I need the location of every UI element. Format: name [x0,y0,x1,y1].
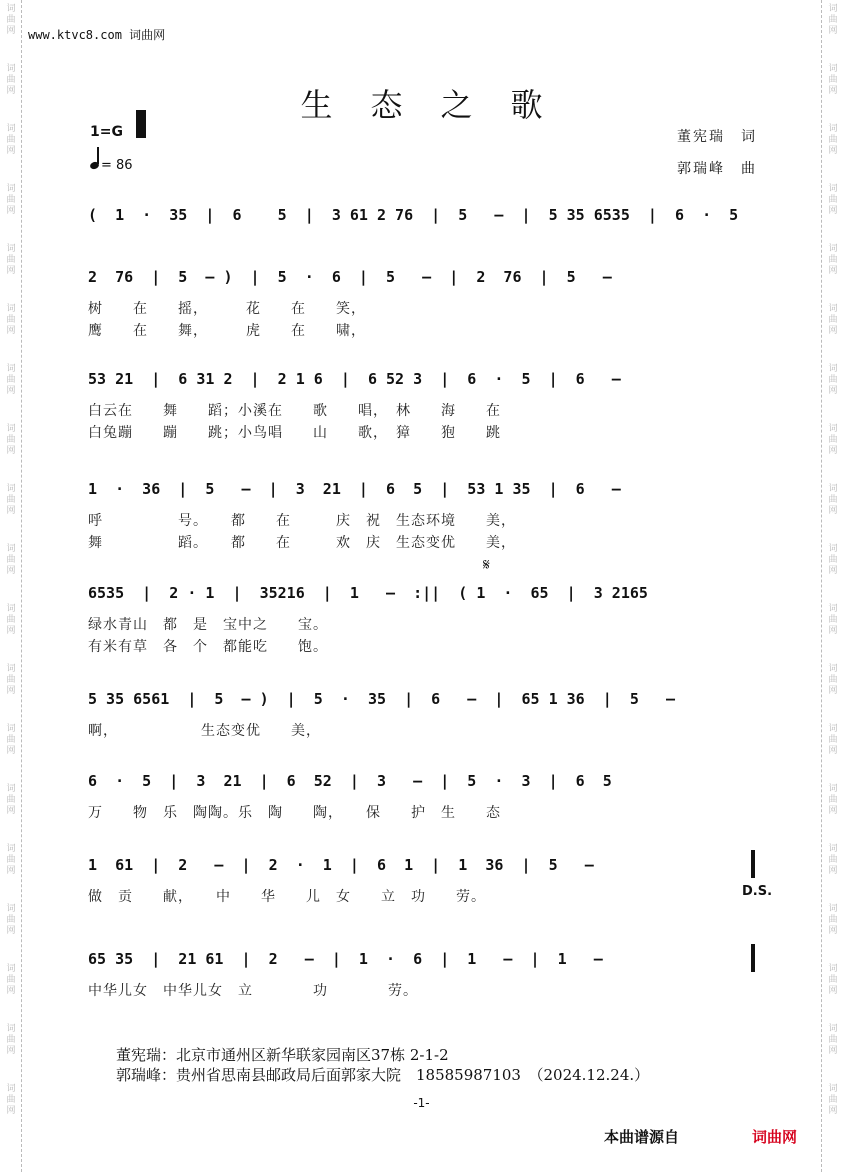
lyric-line: 白兔蹦 蹦 跳；小鸟唱 山 歌， 獐 狍 跳 [88,425,501,441]
notation: 2 76 | 5 – ) | 5 · 6 | 5 – | 2 76 | 5 – [88,268,612,286]
score-line [88,206,758,232]
watermark-mark: 词 曲 网 [6,364,16,396]
watermark-mark: 词 曲 网 [6,424,16,456]
watermark-mark: 词 曲 网 [828,364,838,396]
watermark-mark: 词 曲 网 [6,304,16,336]
page-number: -1- [413,1096,430,1110]
score-line [88,856,758,882]
watermark-mark: 词 曲 网 [828,664,838,696]
watermark-mark: 词 曲 网 [828,124,838,156]
watermark-mark: 词 曲 网 [6,664,16,696]
score-line [88,772,758,798]
watermark-mark: 词 曲 网 [6,544,16,576]
lyric-line: 中华儿女 中华儿女 立 功 劳。 [88,983,418,999]
lyric-line: 万 物 乐 陶陶。乐 陶 陶， 保 护 生 态 [88,805,501,821]
watermark-mark: 词 曲 网 [828,424,838,456]
watermark-mark: 词 曲 网 [6,724,16,756]
final-barline [751,944,755,972]
lyric-line: 鹰 在 舞， 虎 在 啸， [88,323,366,339]
lyric-line: 呼 号。 都 在 庆 祝 生态环境 美， [88,513,516,529]
notation: ( 1 · 35 | 6 5 | 3 61 2 76 | 5 – | 5 35 6535 | 6 · 5 [88,206,739,224]
notation: 6535 | 2 · 1 | 35216 | 1 – :|| ( 1 · 65 | 3 2165 [88,584,648,602]
lyric-line: 舞 蹈。 都 在 欢 庆 生态变优 美， [88,535,516,551]
watermark-mark: 词 曲 网 [828,184,838,216]
notation: 53 21 | 6 31 2 | 2 1 6 | 6 52 3 | 6 · 5 | 6 – [88,370,621,388]
score-line [88,950,758,976]
tempo-marking [90,158,133,173]
score-line [88,370,758,396]
watermark-mark: 词 曲 网 [828,4,838,36]
address-composer: 郭瑞峰：贵州省思南县邮政局后面郭家大院 18585987103 （2024.12.24.） [116,1066,650,1084]
watermark-mark: 词 曲 网 [6,904,16,936]
watermark-mark: 词 曲 网 [828,304,838,336]
composer-credit: 郭瑞峰 曲 [677,161,757,177]
right-watermark-strip [821,0,843,1172]
notation: 6 · 5 | 3 21 | 6 52 | 3 – | 5 · 3 | 6 5 [88,772,612,790]
watermark-mark: 词 曲 网 [828,784,838,816]
quarter-note-icon [89,161,100,171]
watermark-mark: 词 曲 网 [828,544,838,576]
lyric-line: 啊， 生态变优 美， [88,723,321,739]
site-url[interactable]: www.ktvc8.com [28,28,122,42]
watermark-mark: 词 曲 网 [828,484,838,516]
dal-segno-mark: D.S. [742,884,773,899]
watermark-mark: 词 曲 网 [6,1024,16,1056]
watermark-mark: 词 曲 网 [828,904,838,936]
site-header[interactable] [28,26,165,43]
watermark-mark: 词 曲 网 [6,1084,16,1116]
watermark-mark: 词 曲 网 [6,124,16,156]
watermark-mark: 词 曲 网 [828,604,838,636]
source-label: 本曲谱源自 [604,1128,680,1146]
score-line [88,480,758,506]
watermark-mark: 词 曲 网 [828,244,838,276]
lyric-line: 白云在 舞 蹈；小溪在 歌 唱， 林 海 在 [88,403,501,419]
watermark-mark: 词 曲 网 [6,244,16,276]
watermark-mark: 词 曲 网 [828,844,838,876]
source-brand-link[interactable]: 词曲网 [752,1128,798,1146]
left-watermark-strip [0,0,22,1172]
key-signature: 1=G [90,124,123,140]
notation: 1 · 36 | 5 – | 3 21 | 6 5 | 53 1 35 | 6 – [88,480,621,498]
lyricist-credit: 董宪瑞 词 [677,129,757,145]
notation: 1 61 | 2 – | 2 · 1 | 6 1 | 1 36 | 5 – [88,856,594,874]
watermark-mark: 词 曲 网 [6,604,16,636]
watermark-mark: 词 曲 网 [828,724,838,756]
tempo-value: = 86 [101,158,133,173]
score-line [88,268,758,294]
time-divider [136,110,146,138]
watermark-mark: 词 曲 网 [6,64,16,96]
final-barline [751,850,755,878]
watermark-mark: 词 曲 网 [6,964,16,996]
lyric-line: 做 贡 献， 中 华 儿 女 立 功 劳。 [88,889,486,905]
score-line [88,690,758,716]
lyric-line: 有米有草 各 个 都能吃 饱。 [88,639,328,655]
watermark-mark: 词 曲 网 [828,64,838,96]
site-name[interactable]: 词曲网 [129,28,166,42]
watermark-mark: 词 曲 网 [6,4,16,36]
lyric-line: 树 在 摇， 花 在 笑， [88,301,366,317]
lyric-line: 绿水青山 都 是 宝中之 宝。 [88,617,328,633]
watermark-mark: 词 曲 网 [6,784,16,816]
watermark-mark: 词 曲 网 [828,1024,838,1056]
song-title: 生态之歌 [300,86,581,124]
address-lyricist: 董宪瑞：北京市通州区新华联家园南区37栋 2-1-2 [116,1046,449,1064]
notation: 65 35 | 21 61 | 2 – | 1 · 6 | 1 – | 1 – [88,950,603,968]
watermark-mark: 词 曲 网 [6,484,16,516]
watermark-mark: 词 曲 网 [828,964,838,996]
watermark-mark: 词 曲 网 [6,844,16,876]
score-line [88,584,758,610]
watermark-mark: 词 曲 网 [828,1084,838,1116]
segno-sign: 𝄋 [483,555,490,574]
time-signature [136,114,145,142]
watermark-mark: 词 曲 网 [6,184,16,216]
notation: 5 35 6561 | 5 – ) | 5 · 35 | 6 – | 65 1 36 | 5 – [88,690,675,708]
